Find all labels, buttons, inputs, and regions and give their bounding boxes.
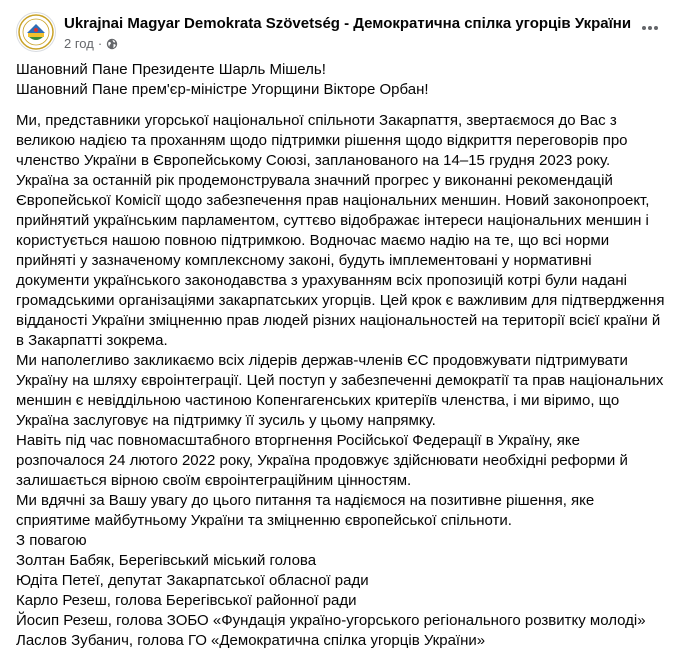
signatory-line: Ласлов Зубанич, голова ГО «Демократична спілка угорців України» — [16, 632, 486, 649]
post-paragraph: Навіть під час повномасштабного вторгнення Російської Федерації в Україну, яке розпочалося 24 лютого 2022 року, Україна продовжує здійснювати необхідні реформи й залишається вірною своїм євроінтеграційним цінностям. — [16, 432, 628, 489]
post-greeting: Шановний Пане Президенте Шарль Мішель! Шановний Пане прем'єр-міністре Угорщини Вікторе Орбан! — [16, 61, 429, 98]
post-timestamp[interactable]: 2 год — [64, 36, 94, 51]
globe-icon — [106, 38, 118, 50]
post-meta — [64, 36, 118, 51]
signatory-line: Карло Резеш, голова Берегівської районної ради — [16, 592, 357, 609]
more-options-icon — [641, 25, 659, 31]
signatory-line: Юдіта Петеї, депутат Закарпатської обласної ради — [16, 572, 369, 589]
post-header — [16, 12, 664, 54]
post-paragraph: Ми наполегливо закликаємо всіх лідерів держав-членів ЄС продовжувати підтримувати Україну на шляху євроінтеграції. Цей поступ у забезпеченні демократії та прав національних меншин є невіддільною частиною Копенгагенських критеріїв членства, і ми віримо, що Україна заслуговує на підтримку її зусиль у цьому напрямку. — [16, 352, 664, 429]
organization-logo-icon[interactable] — [16, 12, 56, 52]
signature-closing: З повагою — [16, 532, 87, 549]
signatory-line: Золтан Бабяк, Берегівський міський голова — [16, 552, 317, 569]
more-options-button[interactable] — [636, 18, 664, 38]
meta-separator: · — [97, 36, 103, 51]
signatory-line: Йосип Резеш, голова ЗОБО «Фундація україно-угорського регіонального розвитку молоді» — [16, 612, 646, 629]
post-paragraph: Ми, представники угорської національної спільноти Закарпаття, звертаємося до Вас з великою надією та проханням щодо підтримки рішення щодо відкриття переговорів про членство України в Європейському Союзі, запланованого на 14–15 грудня 2023 року. — [16, 112, 628, 169]
post-paragraph: Україна за останній рік продемонструвала значний прогрес у виконанні рекомендацій Європейської Комісії щодо забезпечення прав національних меншин. Новий законопроект, прийнятий українським парламентом, суттєво відображає інтереси національних меншин і користується нашою повною підтримкою. Водночас маємо надію на те, що всі норми прийняті у зазначеному комплексному законі, будуть імплементовані у нормативні документи українського законодавства з урахуванням всіх пропозицій котрі були надані громадськими організаціями закарпатських угорців. Цей крок є важливим для підтвердження відданості України зміцненню прав людей різних національностей на території всієї країни й в Закарпатті зокрема. — [16, 172, 665, 349]
post-body — [16, 60, 666, 651]
post-author[interactable]: Ukrajnai Magyar Demokrata Szövetség - Демократична спілка угорців України — [64, 15, 632, 32]
post-paragraph: Ми вдячні за Вашу увагу до цього питання та надіємося на позитивне рішення, яке сприятиме майбутньому України та зміцненню європейської спільноти. — [16, 492, 595, 529]
